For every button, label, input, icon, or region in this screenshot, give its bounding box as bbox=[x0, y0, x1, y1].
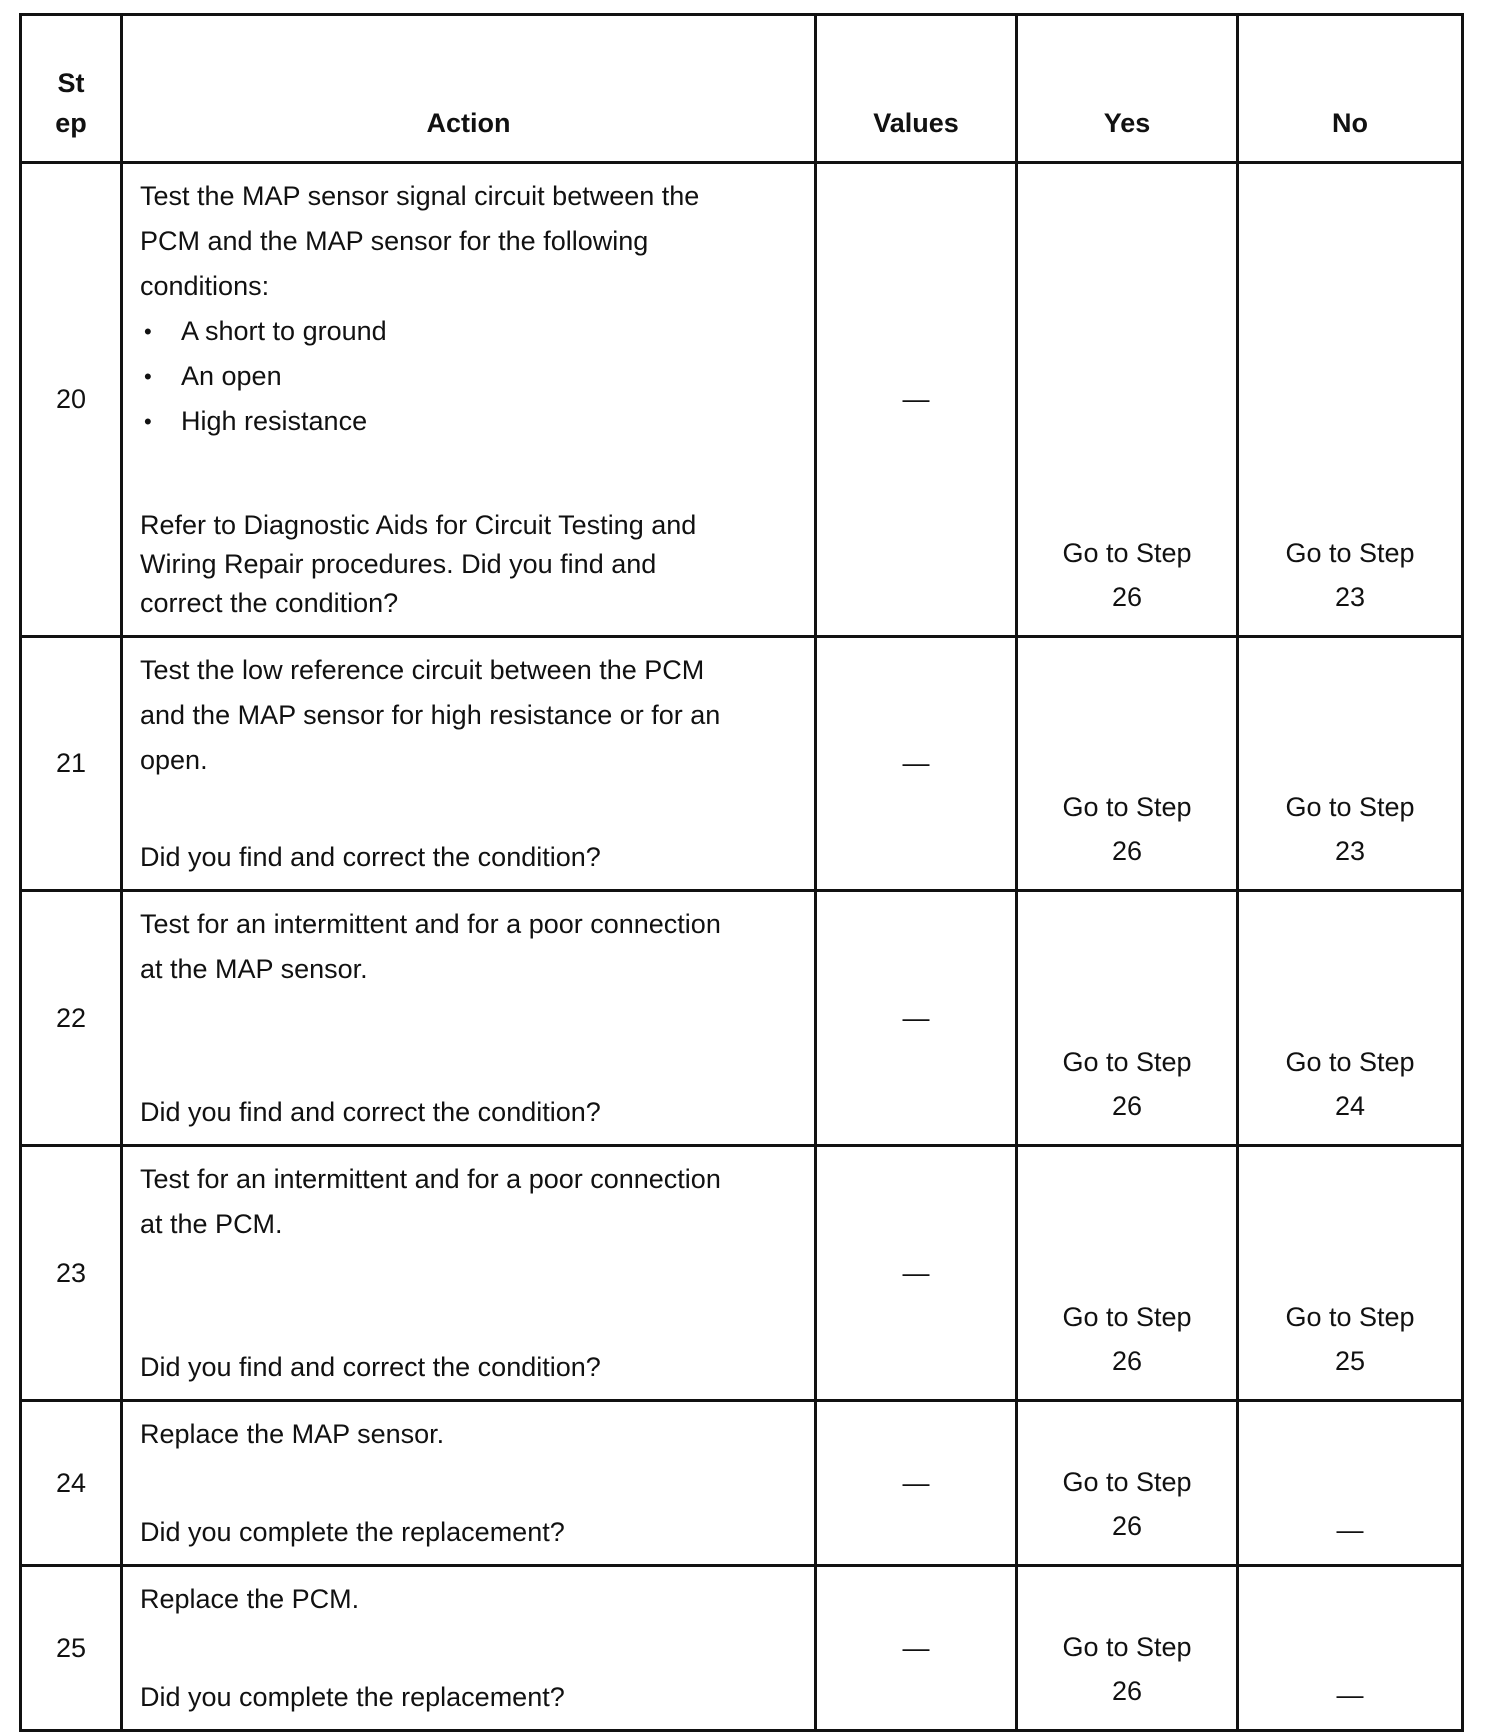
values-cell: — bbox=[816, 891, 1017, 1146]
yes-cell bbox=[1017, 891, 1238, 1146]
header-step bbox=[21, 15, 122, 163]
action-cell bbox=[122, 637, 816, 891]
yes-cell bbox=[1017, 637, 1238, 891]
condition-text: High resistance bbox=[181, 406, 368, 436]
no-goto-step-link[interactable]: Go to Step 24 bbox=[1285, 1047, 1415, 1121]
no-cell: — bbox=[1238, 1401, 1463, 1566]
header-action: Action bbox=[122, 15, 816, 163]
step-number: 22 bbox=[21, 891, 122, 1146]
action-question: Did you find and correct the condition? bbox=[140, 1097, 601, 1127]
bullet-glyph: • bbox=[144, 409, 152, 434]
yes-goto-step-link[interactable]: Go to Step 26 bbox=[1062, 1047, 1192, 1121]
action-cell bbox=[122, 1401, 816, 1566]
action-cell bbox=[122, 163, 816, 637]
table-row bbox=[21, 891, 1463, 1146]
action-cell bbox=[122, 891, 816, 1146]
yes-goto-step-link[interactable]: Go to Step 26 bbox=[1062, 792, 1192, 866]
values-cell: — bbox=[816, 163, 1017, 637]
table-header-row bbox=[21, 15, 1463, 163]
action-instruction: Test for an intermittent and for a poor connection at the MAP sensor. bbox=[140, 909, 721, 984]
action-question: Did you find and correct the condition? bbox=[140, 1352, 601, 1382]
yes-goto-step-link[interactable]: Go to Step 26 bbox=[1062, 1302, 1192, 1376]
yes-cell bbox=[1017, 1401, 1238, 1566]
values-cell: — bbox=[816, 1566, 1017, 1731]
action-instruction: Test the MAP sensor signal circuit between the PCM and the MAP sensor for the following conditions: bbox=[140, 181, 700, 301]
step-number: 25 bbox=[21, 1566, 122, 1731]
no-goto-step-link[interactable]: Go to Step 23 bbox=[1285, 792, 1415, 866]
header-values: Values bbox=[816, 15, 1017, 163]
no-cell: — bbox=[1238, 1566, 1463, 1731]
step-number: 23 bbox=[21, 1146, 122, 1401]
yes-cell bbox=[1017, 1146, 1238, 1401]
condition-list bbox=[140, 309, 802, 444]
header-yes: Yes bbox=[1017, 15, 1238, 163]
diagnostic-table bbox=[19, 13, 1464, 1732]
action-instruction: Replace the MAP sensor. bbox=[140, 1419, 445, 1449]
yes-goto-step-link[interactable]: Go to Step 26 bbox=[1062, 1632, 1192, 1706]
no-cell bbox=[1238, 891, 1463, 1146]
action-question: Did you find and correct the condition? bbox=[140, 842, 601, 872]
no-goto-step-link[interactable]: Go to Step 25 bbox=[1285, 1302, 1415, 1376]
list-item bbox=[140, 354, 802, 399]
bullet-glyph: • bbox=[144, 364, 152, 389]
step-number: 20 bbox=[21, 163, 122, 637]
header-step-line1: St bbox=[57, 68, 85, 98]
no-cell bbox=[1238, 1146, 1463, 1401]
action-cell bbox=[122, 1146, 816, 1401]
table-row bbox=[21, 163, 1463, 637]
action-instruction: Test for an intermittent and for a poor connection at the PCM. bbox=[140, 1164, 721, 1239]
action-question: Refer to Diagnostic Aids for Circuit Testing and Wiring Repair procedures. Did you find and correct the condition? bbox=[140, 510, 697, 618]
no-goto-step-link[interactable]: Go to Step 23 bbox=[1285, 538, 1415, 612]
yes-goto-step-link[interactable]: Go to Step 26 bbox=[1062, 1467, 1192, 1541]
action-question: Did you complete the replacement? bbox=[140, 1682, 565, 1712]
condition-text: A short to ground bbox=[181, 316, 387, 346]
table-row bbox=[21, 1566, 1463, 1731]
yes-cell bbox=[1017, 163, 1238, 637]
values-cell: — bbox=[816, 1401, 1017, 1566]
values-cell: — bbox=[816, 637, 1017, 891]
header-step-line2: ep bbox=[55, 108, 87, 138]
action-question: Did you complete the replacement? bbox=[140, 1517, 565, 1547]
header-no: No bbox=[1238, 15, 1463, 163]
values-cell: — bbox=[816, 1146, 1017, 1401]
condition-text: An open bbox=[181, 361, 282, 391]
action-instruction: Replace the PCM. bbox=[140, 1584, 360, 1614]
no-cell bbox=[1238, 637, 1463, 891]
yes-cell bbox=[1017, 1566, 1238, 1731]
list-item bbox=[140, 309, 802, 354]
action-cell bbox=[122, 1566, 816, 1731]
yes-goto-step-link[interactable]: Go to Step 26 bbox=[1062, 538, 1192, 612]
no-cell bbox=[1238, 163, 1463, 637]
table-row bbox=[21, 637, 1463, 891]
list-item bbox=[140, 399, 802, 444]
step-number: 21 bbox=[21, 637, 122, 891]
action-instruction: Test the low reference circuit between the PCM and the MAP sensor for high resistance or for an open. bbox=[140, 655, 721, 775]
table-row bbox=[21, 1401, 1463, 1566]
bullet-glyph: • bbox=[144, 319, 152, 344]
step-number: 24 bbox=[21, 1401, 122, 1566]
table-row bbox=[21, 1146, 1463, 1401]
